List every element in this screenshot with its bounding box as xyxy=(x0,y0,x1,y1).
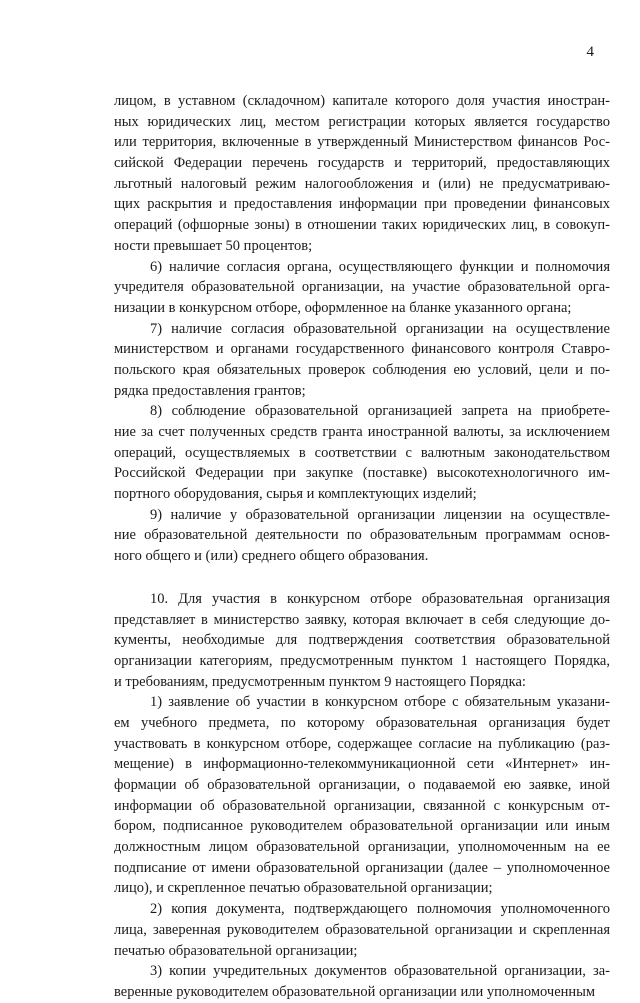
text-line: 9) наличие у образовательной организации лицензии на осуществле- xyxy=(150,506,610,523)
text-line: организации категориям, предусмотренным пунктом 1 настоящего Порядка, xyxy=(114,652,610,669)
text-line: ние за счет полученных средств гранта иностранной валюты, за исключением xyxy=(114,424,610,440)
text-line: Российской Федерации при закупке (поставке) высокотехнологичного им- xyxy=(114,465,610,482)
text-line: операций, осуществляемых в соответствии с валютным законодательством xyxy=(114,444,610,461)
text-line: щих раскрытия и предоставления информации при проведении финансовых xyxy=(114,196,610,213)
text-line: министерством и органами государственного финансового контроля Ставро- xyxy=(114,341,610,358)
text-line: представляет в министерство заявку, которая включает в себя следующие до- xyxy=(114,611,610,628)
text-line: рядка предоставления грантов; xyxy=(114,382,306,399)
text-line: операций (офшорные зоны) в отношении таких юридических лиц, в совокуп- xyxy=(114,217,610,234)
paragraph xyxy=(114,505,610,567)
text-line: 6) наличие согласия органа, осуществляющего функции и полномочия xyxy=(150,258,610,275)
text-line: ние образовательной деятельности по образовательным программам основ- xyxy=(114,527,610,544)
text-line: 10. Для участия в конкурсном отборе образовательная организация xyxy=(150,590,610,607)
text-line: лица, заверенная руководителем образовательной организации и скрепленная xyxy=(114,921,610,938)
document-body xyxy=(114,91,610,1003)
text-line: ем учебного предмета, по которому образовательная организация будет xyxy=(114,714,610,731)
text-line: сийской Федерации перечень государств и территорий, предоставляющих xyxy=(114,155,610,172)
paragraph xyxy=(114,319,610,402)
text-line: и требованиям, предусмотренным пунктом 9 настоящего Порядка: xyxy=(114,673,526,690)
text-line: мещение) в информационно-телекоммуникационной сети «Интернет» ин- xyxy=(114,756,610,773)
text-line: ных юридических лиц, местом регистрации которых является государство xyxy=(114,113,610,130)
text-line: льготный налоговый режим налогообложения и (или) не предусматриваю- xyxy=(114,175,610,192)
text-line: подписание от имени образовательной организации (далее – уполномоченное xyxy=(114,859,610,876)
text-line: 8) соблюдение образовательной организацией запрета на приобрете- xyxy=(150,403,610,420)
text-line: 2) копия документа, подтверждающего полномочия уполномоченного xyxy=(150,901,610,918)
paragraph xyxy=(114,961,610,1002)
text-line: ности превышает 50 процентов; xyxy=(114,237,313,254)
text-line: 3) копии учредительных документов образовательной организации, за- xyxy=(150,963,610,980)
paragraph xyxy=(114,91,610,257)
paragraph xyxy=(114,401,610,504)
text-line: участвовать в конкурсном отборе, содержащее согласие на публикацию (раз- xyxy=(114,735,610,752)
text-line: печатью образовательной организации; xyxy=(114,942,358,959)
text-line: ного общего и (или) среднего общего образования. xyxy=(114,548,429,565)
text-line: портного оборудования, сырья и комплектующих изделий; xyxy=(114,486,477,503)
text-line: должностным лицом образовательной организации, уполномоченным на ее xyxy=(114,839,610,856)
text-line: 7) наличие согласия образовательной организации на осуществление xyxy=(150,320,610,337)
text-line: или территория, включенные в утвержденный Министерством финансов Рос- xyxy=(114,134,610,151)
text-line: бором, подписанное руководителем образовательной организации или иным xyxy=(114,818,610,835)
text-line: веренные руководителем образовательной организации или уполномоченным xyxy=(114,983,596,1000)
text-line: формации об образовательной организации, о подаваемой ею заявке, иной xyxy=(114,777,610,793)
text-line: 1) заявление об участии в конкурсном отборе с обязательным указани- xyxy=(150,694,610,711)
paragraph xyxy=(114,589,610,692)
text-line: лицо), и скрепленное печатью образовательной организации; xyxy=(114,880,493,897)
text-line: учредителя образовательной организации, на участие образовательной орга- xyxy=(114,279,610,296)
page-number: 4 xyxy=(586,44,594,60)
text-line: кументы, необходимые для подтверждения соответствия образовательной xyxy=(114,632,610,649)
text-line: лицом, в уставном (складочном) капитале которого доля участия иностран- xyxy=(114,93,610,109)
paragraph xyxy=(114,692,610,899)
text-line: низации в конкурсном отборе, оформленное на бланке указанного органа; xyxy=(114,299,572,316)
text-line: польского края обязательных проверок соблюдения ею условий, цели и по- xyxy=(114,361,610,378)
paragraph xyxy=(114,899,610,961)
text-line: информации об образовательной организации, связанной с конкурсным от- xyxy=(114,797,610,814)
paragraph xyxy=(114,257,610,319)
